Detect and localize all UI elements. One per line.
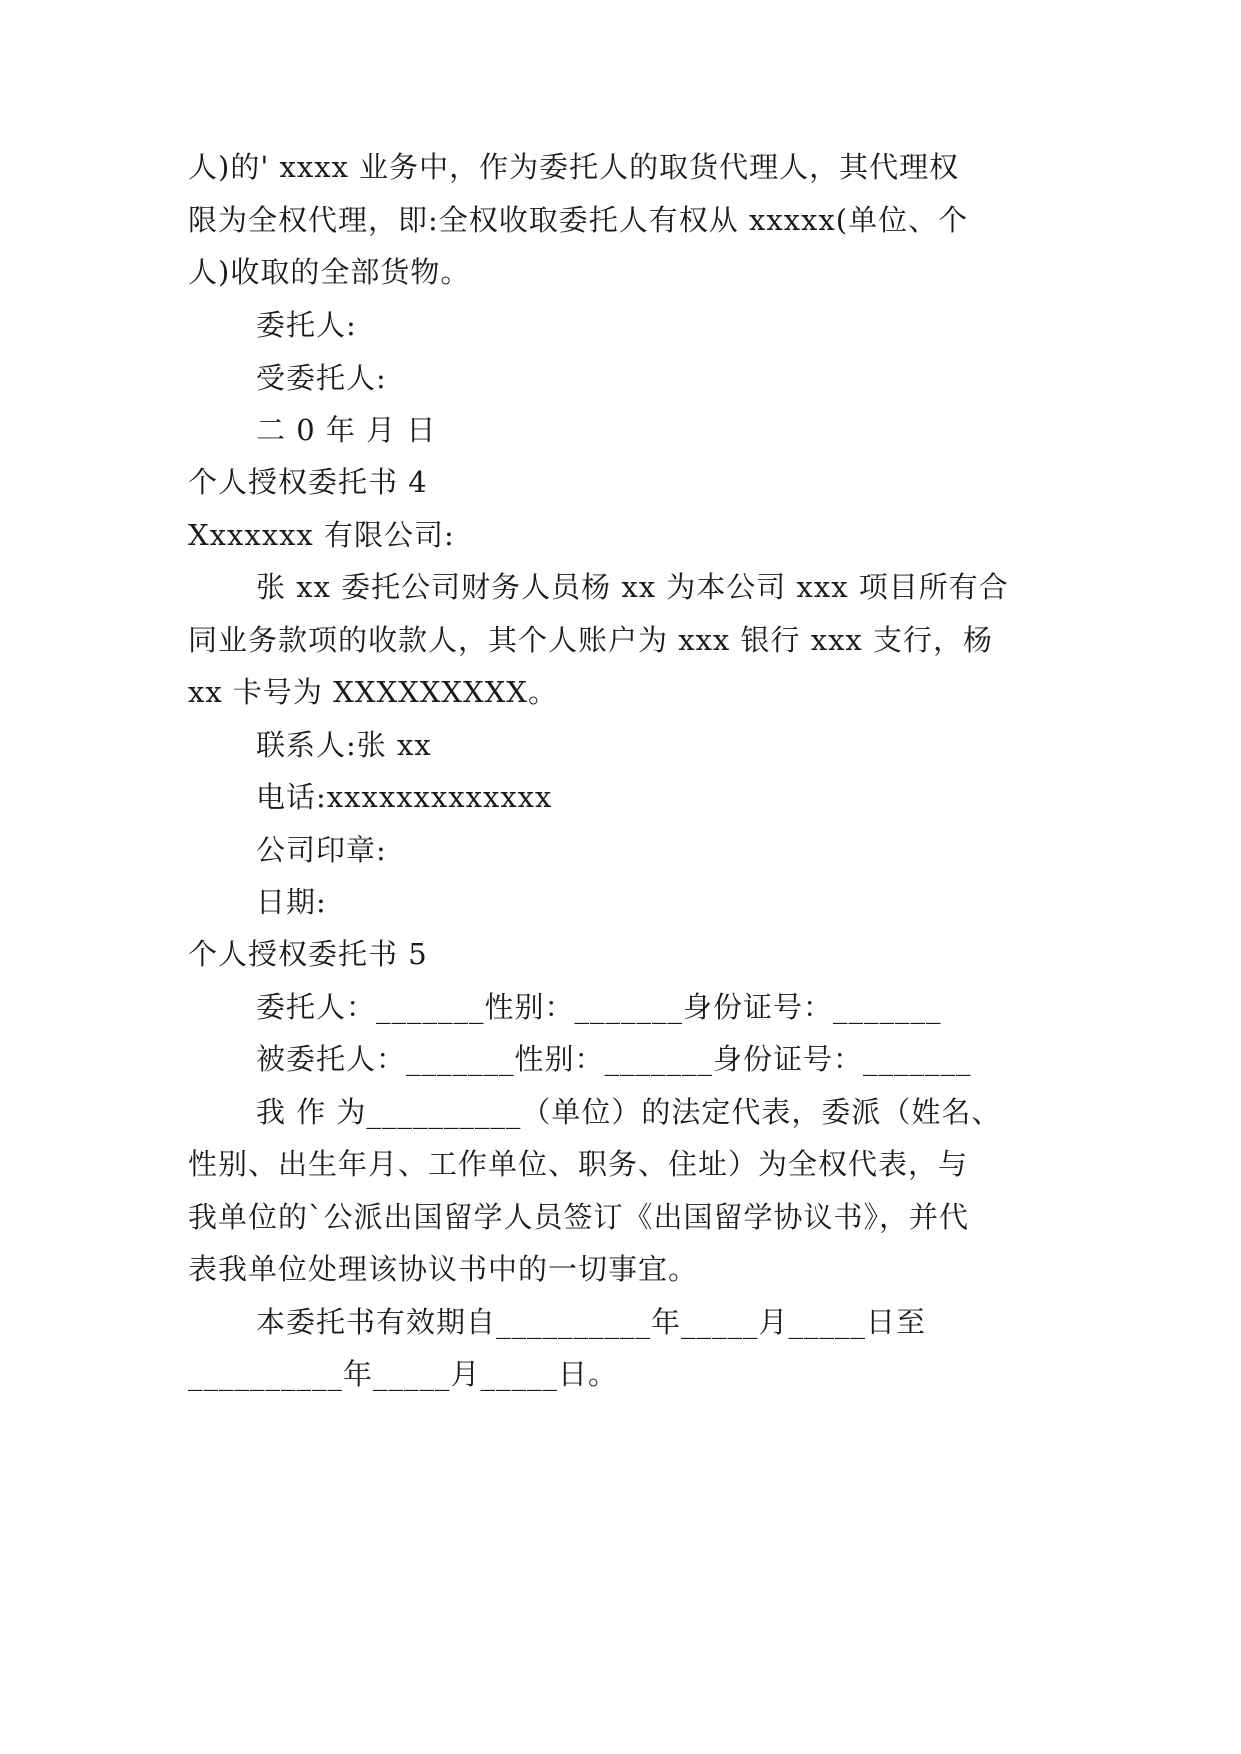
section-title: 个人授权委托书 5 <box>188 937 428 971</box>
date-line: 二 0 年 月 日 <box>256 413 437 447</box>
paragraph-line: 人)收取的全部货物。 <box>188 255 471 289</box>
section-title: 个人授权委托书 4 <box>188 465 428 499</box>
paragraph-line: 限为全权代理，即:全权收取委托人有权从 xxxxx(单位、个 <box>188 203 969 237</box>
paragraph-line: 张 xx 委托公司财务人员杨 xx 为本公司 xxx 项目所有合 <box>256 570 1009 604</box>
paragraph-line: 同业务款项的收款人，其个人账户为 xxx 银行 xxx 支行，杨 <box>188 623 994 657</box>
phone-line: 电话:xxxxxxxxxxxxx <box>256 780 553 814</box>
principal-fields-line: 委托人：_______性别：_______身份证号：_______ <box>256 990 942 1024</box>
signature-label-principal: 委托人: <box>256 308 357 342</box>
signature-label-agent: 受委托人: <box>256 361 387 395</box>
agent-fields-line: 被委托人：_______性别：_______身份证号：_______ <box>256 1042 972 1076</box>
paragraph-line: 人)的' xxxx 业务中，作为委托人的取货代理人，其代理权 <box>188 150 960 184</box>
contact-line: 联系人:张 xx <box>256 728 432 762</box>
paragraph-line: 表我单位处理该协议书中的一切事宜。 <box>188 1252 699 1286</box>
paragraph-line: 性别、出生年月、工作单位、职务、住址）为全权代表，与 <box>188 1147 969 1181</box>
validity-line: 本委托书有效期自__________年_____月_____日至 <box>256 1305 927 1339</box>
date-line: 日期: <box>256 885 327 919</box>
validity-line: __________年_____月_____日。 <box>188 1357 619 1391</box>
addressee-line: Xxxxxxx 有限公司: <box>188 518 455 552</box>
paragraph-line: 我 作 为__________（单位）的法定代表，委派（姓名、 <box>256 1095 1002 1129</box>
paragraph-line: 我单位的`公派出国留学人员签订《出国留学协议书》，并代 <box>188 1200 970 1234</box>
paragraph-line: xx 卡号为 XXXXXXXXX。 <box>188 675 558 709</box>
seal-line: 公司印章: <box>256 833 387 867</box>
